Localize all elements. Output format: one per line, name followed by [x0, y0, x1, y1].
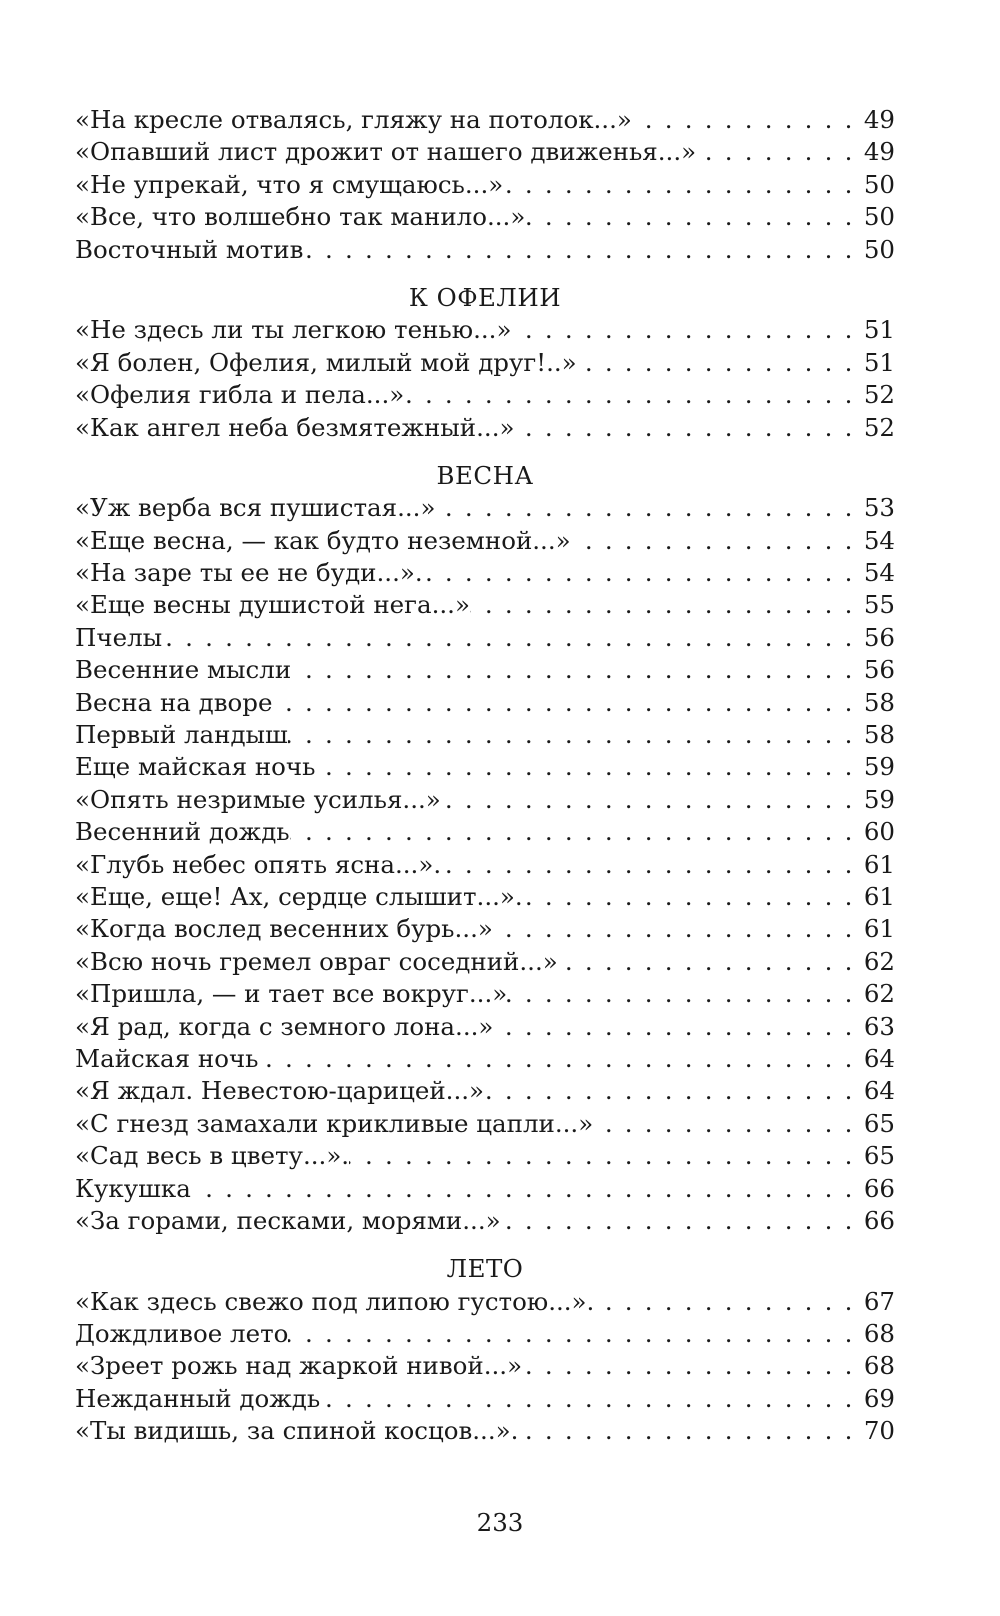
toc-entry — [75, 687, 895, 719]
toc-entry — [75, 849, 895, 881]
entry-page-number: 51 — [863, 315, 895, 345]
toc-entry — [75, 525, 895, 557]
dot-leader — [522, 1350, 861, 1382]
entry-title: «Я ждал. Невестою-царицей...» — [75, 1076, 485, 1106]
entry-page-number: 52 — [863, 380, 895, 410]
dot-leader — [493, 913, 861, 945]
entry-title: Весна на дворе — [75, 687, 273, 717]
toc-entry — [75, 1318, 895, 1350]
entry-page-number: 66 — [863, 1173, 895, 1203]
entry-page-number: 63 — [863, 1011, 895, 1041]
dot-leader — [288, 1318, 861, 1350]
entry-title: Майская ночь — [75, 1043, 259, 1073]
toc-entry — [75, 946, 895, 978]
entry-title: Восточный мотив — [75, 234, 304, 264]
dot-leader — [696, 136, 861, 168]
toc-entry — [75, 169, 895, 201]
entry-title: «Еще, еще! Ах, сердце слышит...». — [75, 881, 523, 911]
dot-leader — [558, 946, 861, 978]
dot-leader — [470, 589, 861, 621]
entry-title: Еще майская ночь — [75, 752, 316, 782]
entry-title: «За горами, песками, морями...» — [75, 1205, 501, 1235]
entry-title: «Зреет рожь над жаркой нивой...» — [75, 1351, 523, 1381]
toc-entry — [75, 881, 895, 913]
dot-leader — [435, 492, 861, 524]
entry-title: «Я болен, Офелия, милый мой друг!..» — [75, 347, 577, 377]
toc-entry — [75, 557, 895, 589]
entry-title: Дождливое лето — [75, 1319, 289, 1349]
toc-entry — [75, 589, 895, 621]
entry-page-number: 61 — [863, 914, 895, 944]
entry-page-number: 64 — [863, 1076, 895, 1106]
toc-entry — [75, 1205, 895, 1237]
entry-title: «Не здесь ли ты легкою тенью...» — [75, 315, 512, 345]
toc-section-continued — [75, 104, 895, 266]
entry-page-number: 60 — [863, 817, 895, 847]
entry-title: «Уж верба вся пушистая...» — [75, 493, 436, 523]
dot-leader — [571, 525, 861, 557]
dot-leader — [290, 816, 861, 848]
entry-title: Первый ландыш — [75, 720, 288, 750]
entry-page-number: 54 — [863, 558, 895, 588]
toc-section-leto — [75, 1253, 895, 1447]
entry-page-number: 58 — [863, 687, 895, 717]
table-of-contents — [75, 104, 895, 1448]
page-number-footer: 233 — [476, 1508, 524, 1537]
entry-page-number: 64 — [863, 1043, 895, 1073]
entry-page-number: 52 — [863, 412, 895, 442]
entry-title: «На заре ты ее не буди...». — [75, 558, 423, 588]
entry-page-number: 59 — [863, 752, 895, 782]
toc-entry — [75, 201, 895, 233]
entry-title: «Не упрекай, что я смущаюсь...» — [75, 169, 504, 199]
dot-leader — [441, 849, 861, 881]
toc-entry — [75, 1415, 895, 1447]
dot-leader — [423, 557, 861, 589]
section-heading: ЛЕТО — [446, 1254, 524, 1284]
entry-title: «Сад весь в цвету...». — [75, 1141, 350, 1171]
dot-leader — [523, 881, 861, 913]
dot-leader — [349, 1140, 861, 1172]
toc-entry — [75, 654, 895, 686]
entry-page-number: 61 — [863, 849, 895, 879]
dot-leader — [303, 234, 861, 266]
toc-section-ofelia — [75, 282, 895, 444]
entry-page-number: 66 — [863, 1205, 895, 1235]
toc-entry — [75, 1011, 895, 1043]
entry-title: «Опавший лист дрожит от нашего движенья...» — [75, 137, 697, 167]
dot-leader — [594, 1286, 861, 1318]
toc-entry — [75, 1043, 895, 1075]
entry-page-number: 56 — [863, 655, 895, 685]
toc-entry — [75, 104, 895, 136]
entry-page-number: 70 — [863, 1416, 895, 1446]
entry-page-number: 69 — [863, 1383, 895, 1413]
section-heading: К ОФЕЛИИ — [408, 282, 562, 312]
toc-entry — [75, 234, 895, 266]
entry-title: «Офелия гибла и пела...» — [75, 380, 405, 410]
entry-title: «Ты видишь, за спиной косцов...». — [75, 1416, 519, 1446]
entry-page-number: 56 — [863, 622, 895, 652]
dot-leader — [320, 1383, 861, 1415]
entry-title: «Опять незримые усилья...» — [75, 784, 441, 814]
toc-entry — [75, 412, 895, 444]
entry-title: «Глубь небес опять ясна...». — [75, 849, 442, 879]
dot-leader — [501, 1205, 861, 1237]
entry-page-number: 50 — [863, 202, 895, 232]
dot-leader — [503, 169, 861, 201]
toc-entry — [75, 1350, 895, 1382]
dot-leader — [511, 314, 861, 346]
dot-leader — [493, 1011, 861, 1043]
entry-page-number: 55 — [863, 590, 895, 620]
entry-title: Кукушка — [75, 1173, 191, 1203]
entry-page-number: 50 — [863, 234, 895, 264]
dot-leader — [507, 978, 861, 1010]
dot-leader — [315, 751, 861, 783]
dot-leader — [593, 1108, 861, 1140]
entry-title: «Как здесь свежо под липою густою...». — [75, 1286, 595, 1316]
toc-entry — [75, 1075, 895, 1107]
entry-page-number: 62 — [863, 946, 895, 976]
entry-title: «На кресле отвалясь, гляжу на потолок...» — [75, 105, 632, 134]
entry-page-number: 68 — [863, 1319, 895, 1349]
toc-entry — [75, 978, 895, 1010]
toc-entry — [75, 136, 895, 168]
dot-leader — [577, 347, 861, 379]
entry-page-number: 65 — [863, 1141, 895, 1171]
entry-title: «Когда вослед весенних бурь...» — [75, 914, 493, 944]
entry-title: «Пришла, — и тает все вокруг...» — [75, 979, 508, 1009]
toc-entry — [75, 784, 895, 816]
dot-leader — [441, 784, 861, 816]
dot-leader — [525, 201, 861, 233]
toc-entry — [75, 751, 895, 783]
entry-page-number: 62 — [863, 979, 895, 1009]
toc-entry — [75, 314, 895, 346]
dot-leader — [484, 1075, 861, 1107]
entry-page-number: 65 — [863, 1108, 895, 1138]
dot-leader — [259, 1043, 861, 1075]
entry-title: Весенние мысли — [75, 655, 292, 685]
dot-leader — [288, 719, 861, 751]
entry-page-number: 59 — [863, 784, 895, 814]
dot-leader — [291, 654, 861, 686]
entry-page-number: 51 — [863, 347, 895, 377]
entry-title: Пчелы — [75, 622, 163, 652]
entry-page-number: 58 — [863, 720, 895, 750]
toc-entry — [75, 719, 895, 751]
toc-entry — [75, 1286, 895, 1318]
toc-entry — [75, 1383, 895, 1415]
dot-leader — [162, 622, 861, 654]
toc-entry — [75, 347, 895, 379]
toc-section-vesna — [75, 460, 895, 1237]
entry-title: «С гнезд замахали крикливые цапли...» — [75, 1108, 594, 1138]
entry-page-number: 68 — [863, 1351, 895, 1381]
entry-title: «Еще весны душистой нега...» — [75, 590, 470, 620]
toc-entry — [75, 622, 895, 654]
toc-entry — [75, 816, 895, 848]
entry-title: «Как ангел неба безмятежный...» — [75, 412, 515, 442]
entry-title: «Все, что волшебно так манило...» — [75, 202, 526, 232]
toc-entry — [75, 1173, 895, 1205]
entry-title: «Еще весна, — как будто неземной...» — [75, 525, 571, 555]
dot-leader — [191, 1173, 861, 1205]
entry-page-number: 67 — [863, 1286, 895, 1316]
entry-page-number: 49 — [863, 105, 895, 134]
dot-leader — [514, 412, 861, 444]
entry-page-number: 54 — [863, 525, 895, 555]
entry-title: «Я рад, когда с земного лона...» — [75, 1011, 494, 1041]
toc-entry — [75, 379, 895, 411]
dot-leader — [518, 1415, 861, 1447]
toc-entry — [75, 1140, 895, 1172]
entry-page-number: 49 — [863, 137, 895, 167]
entry-page-number: 53 — [863, 493, 895, 523]
dot-leader — [632, 104, 861, 136]
toc-entry — [75, 492, 895, 524]
entry-page-number: 50 — [863, 169, 895, 199]
toc-entry — [75, 913, 895, 945]
dot-leader — [404, 379, 861, 411]
entry-title: Весенний дождь — [75, 817, 290, 847]
dot-leader — [272, 687, 861, 719]
entry-title: Нежданный дождь — [75, 1383, 321, 1413]
entry-page-number: 61 — [863, 881, 895, 911]
section-heading: ВЕСНА — [436, 460, 534, 490]
entry-title: «Всю ночь гремел овраг соседний...» — [75, 946, 558, 976]
toc-entry — [75, 1108, 895, 1140]
